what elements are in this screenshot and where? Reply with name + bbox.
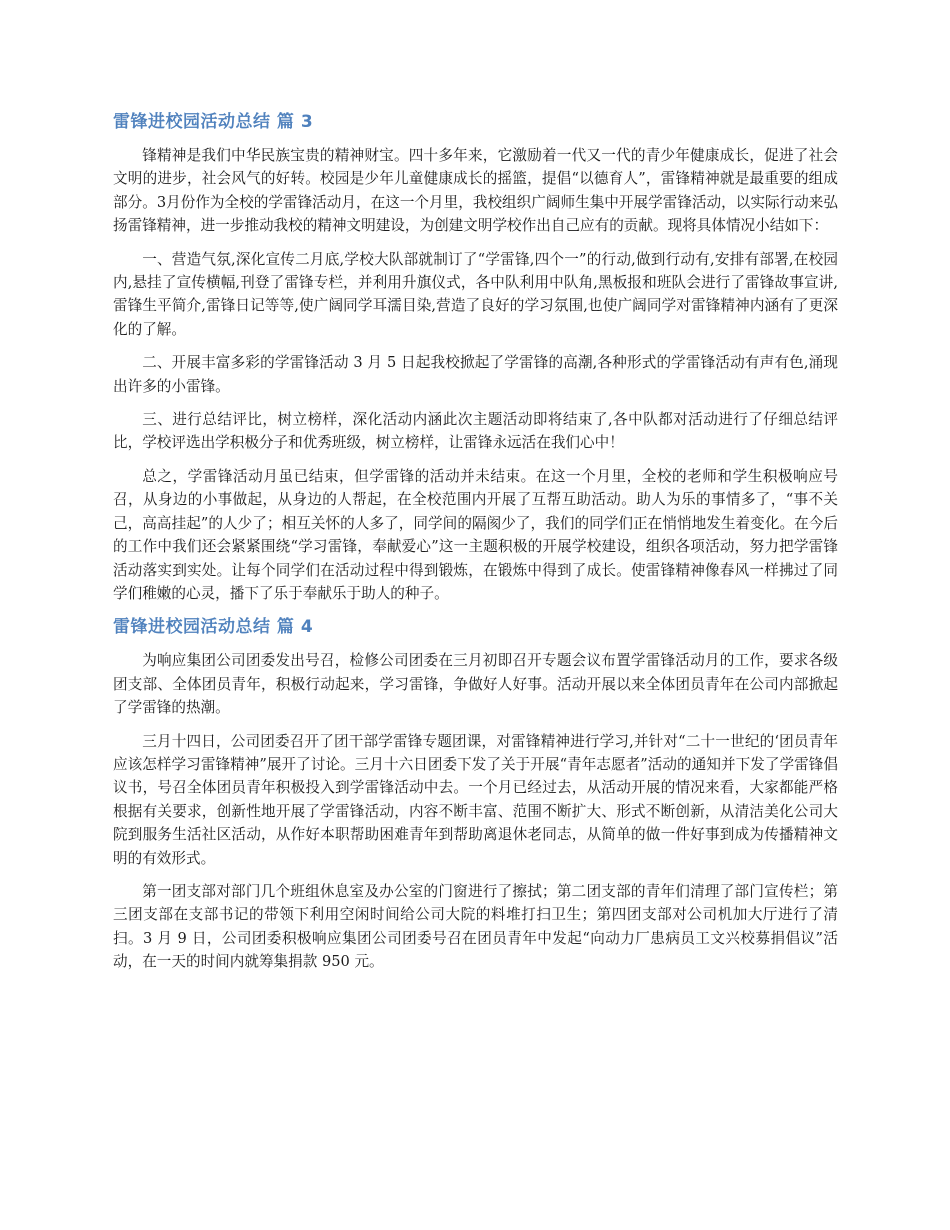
paragraph: 第一团支部对部门几个班组休息室及办公室的门窗进行了擦拭；第二团支部的青年们清理了部门宣传栏；第三团支部在支部书记的带领下利用空闲时间给公司大院的料堆打扫卫生；第四团支部对公司机加大厅进行了清扫。3 月 9 日，公司团委积极响应集团公司团委号召在团员青年中发起“向动力厂患病员工文兴校募捐倡议”活动，在一天的时间内就筹集捐款 950 元。 <box>113 882 838 971</box>
paragraph: 三月十四日，公司团委召开了团干部学雷锋专题团课，对雷锋精神进行学习,并针对“二十一世纪的‘团员青年应该怎样学习雷锋精神”展开了讨论。三月十六日团委下发了关于开展“青年志愿者”活动的通知并下发了学雷锋倡议书，号召全体团员青年积极投入到学雷锋活动中去。一个月已经过去，从活动开展的情况来看，大家都能严格根据有关要求，创新性地开展了学雷锋活动，内容不断丰富、范围不断扩大、形式不断创新，从清洁美化公司大院到服务生活社区活动，从作好本职帮助困难青年到帮助离退休老同志，从简单的做一件好事到成为传播精神文明的有效形式。 <box>113 732 838 867</box>
document-page <box>113 110 838 984</box>
section-title-3: 雷锋进校园活动总结 篇 3 <box>113 112 314 132</box>
paragraph: 一、营造气氛,深化宣传二月底,学校大队部就制订了“学雷锋,四个一”的行动,做到行动有,安排有部署,在校园内,悬挂了宣传横幅,刊登了雷锋专栏，并利用升旗仪式，各中队利用中队角,黑板报和班队会进行了雷锋故事宣讲,雷锋生平简介,雷锋日记等等,使广阔同学耳濡目染,营造了良好的学习氛围,也使广阔同学对雷锋精神内涵有了更深化的了解。 <box>113 250 838 338</box>
paragraph: 为响应集团公司团委发出号召，检修公司团委在三月初即召开专题会议布置学雷锋活动月的工作，要求各级团支部、全体团员青年，积极行动起来，学习雷锋，争做好人好事。活动开展以来全体团员青年在公司内部掀起了学雷锋的热潮。 <box>113 652 838 717</box>
paragraph: 总之，学雷锋活动月虽已结束，但学雷锋的活动并未结束。在这一个月里，全校的老师和学生积极响应号召，从身边的小事做起，从身边的人帮起，在全校范围内开展了互帮互助活动。助人为乐的事情多了，“事不关己，高高挂起”的人少了；相互关怀的人多了，同学间的隔阂少了，我们的同学们正在悄悄地发生着变化。在今后的工作中我们还会紧紧围绕“学习雷锋，奉献爱心”这一主题积极的开展学校建设，组织各项活动，努力把学雷锋活动落实到实处。让每个同学们在活动过程中得到锻炼，在锻炼中得到了成长。使雷锋精神像春风一样拂过了同学们稚嫩的心灵，播下了乐于奉献乐于助人的种子。 <box>113 467 838 602</box>
paragraph: 二、开展丰富多彩的学雷锋活动 3 月 5 日起我校掀起了学雷锋的高潮,各种形式的学雷锋活动有声有色,涌现出许多的小雷锋。 <box>113 354 838 395</box>
section-title-4: 雷锋进校园活动总结 篇 4 <box>113 617 314 638</box>
paragraph: 三、进行总结评比，树立榜样，深化活动内涵此次主题活动即将结束了,各中队都对活动进行了仔细总结评比，学校评选出学积极分子和优秀班级，树立榜样，让雷锋永远活在我们心中！ <box>113 411 838 452</box>
paragraph: 锋精神是我们中华民族宝贵的精神财宝。四十多年来，它激励着一代又一代的青少年健康成长，促进了社会文明的进步，社会风气的好转。校园是少年儿童健康成长的摇篮，提倡“以德育人”，雷锋精神就是最重要的组成部分。3月份作为全校的学雷锋活动月，在这一个月里，我校组织广阔师生集中开展学雷锋活动，以实际行动来弘扬雷锋精神，进一步推动我校的精神文明建设，为创建文明学校作出自己应有的贡献。现将具体情况小结如下： <box>113 147 838 235</box>
